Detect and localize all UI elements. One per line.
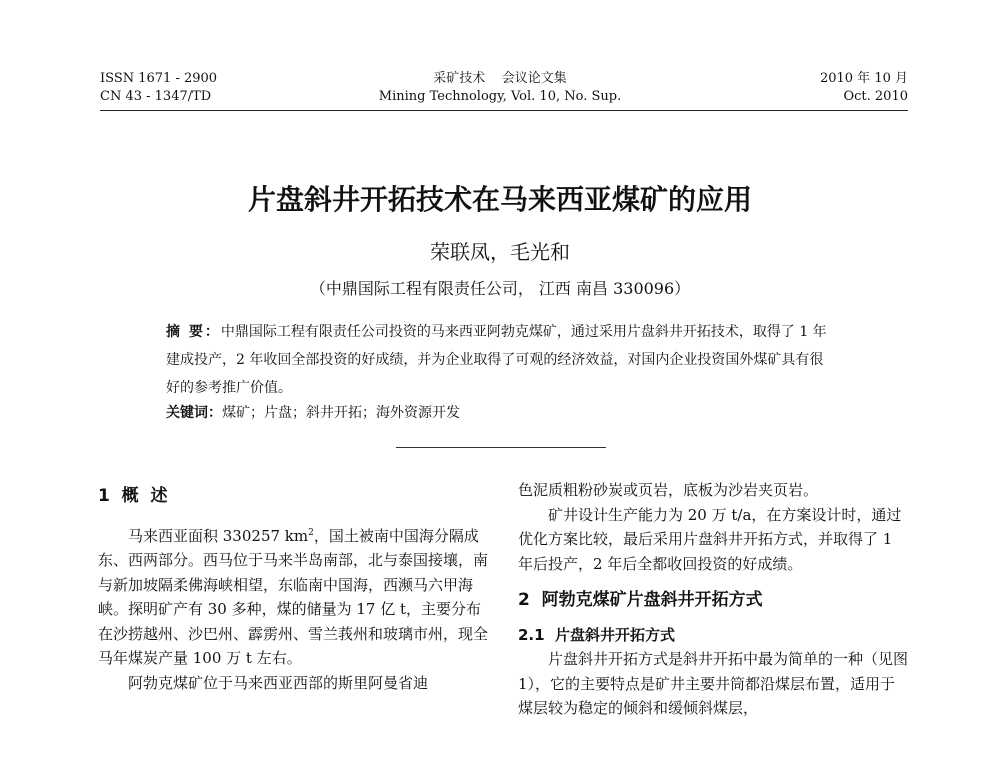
journal-name-cn: 采矿技术 会议论文集 (433, 71, 567, 86)
superscript-2: 2 (308, 527, 314, 538)
abstract-label: 摘 要： (166, 324, 221, 340)
keywords-label: 关键词： (166, 405, 222, 421)
issue-date-cn: 2010 年 10 月 (819, 71, 908, 86)
abstract (166, 318, 834, 402)
keywords (166, 402, 460, 422)
cn-number: CN 43 - 1347/TD (100, 89, 212, 104)
issn: ISSN 1671 - 2900 (100, 71, 218, 86)
right-column (518, 478, 910, 721)
section-2-heading: 2 阿勃克煤矿片盘斜井开拓方式 (518, 590, 763, 610)
abstract-text: 中鼎国际工程有限责任公司投资的马来西亚阿勃克煤矿，通过采用片盘斜井开拓技术，取得了 1 年建成投产，2 年收回全部投资的好成绩，并为企业取得了可观的经济效益，对国内企业投资国外煤矿具有很好的参考推广价值。 (166, 324, 827, 396)
paragraph-overview (98, 521, 490, 671)
paragraph-mine-location: 阿勃克煤矿位于马来西亚西部的斯里阿曼省迪 (128, 673, 429, 692)
paragraph-overview-b: ，国土被南中国海分隔成东、西两部分。西马位于马来半岛南部，北与泰国接壤，南与新加坡隔柔佛海峡相望，东临南中国海，西濒马六甲海峡。探明矿产有 30 多种，煤的储量为 17 亿 t，主要分布在沙捞越州、沙巴州、霹雳州、雪兰莪州和玻璃市州，现全马年煤炭产量 100 万 t 左右。 (98, 526, 489, 667)
keywords-text: 煤矿；片盘；斜井开拓；海外资源开发 (222, 405, 460, 421)
section-1-heading: 1 概 述 (98, 486, 168, 506)
paragraph-method: 片盘斜井开拓方式是斜井开拓中最为简单的一种（见图 1），它的主要特点是矿井主要井筒都沿煤层布置，适用于煤层较为稳定的倾斜和缓倾斜煤层， (518, 650, 909, 717)
authors: 荣联凤，毛光和 (430, 240, 570, 264)
subsection-2-1-heading: 2.1 片盘斜井开拓方式 (518, 625, 676, 644)
issue-date-en: Oct. 2010 (843, 89, 908, 104)
paper-title: 片盘斜井开拓技术在马来西亚煤矿的应用 (247, 183, 752, 216)
header-rule (100, 110, 908, 111)
affiliation: （中鼎国际工程有限责任公司， 江西 南昌 330096） (309, 279, 691, 298)
paragraph-capacity: 矿井设计生产能力为 20 万 t/a，在方案设计时，通过优化方案比较，最后采用片盘斜井开拓方式，并取得了 1 年后投产，2 年后全都收回投资的好成绩。 (518, 505, 902, 573)
paragraph-overview-a: 马来西亚面积 330257 km (128, 526, 309, 545)
journal-name-en: Mining Technology, Vol. 10, No. Sup. (378, 89, 622, 104)
paragraph-continued: 色泥质粗粉砂炭或页岩，底板为沙岩夹页岩。 (518, 481, 819, 499)
left-column (98, 484, 490, 695)
abstract-divider (396, 447, 606, 448)
